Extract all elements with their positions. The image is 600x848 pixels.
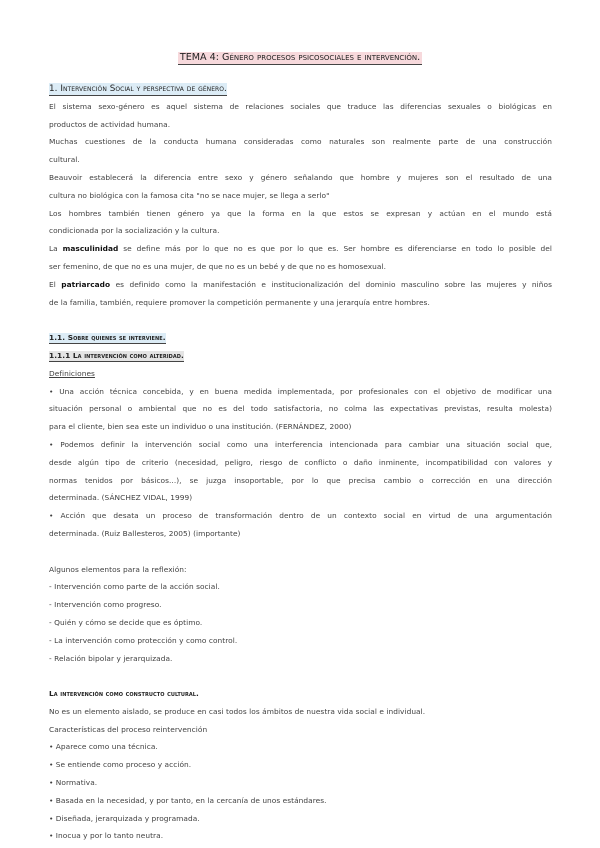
spacer — [49, 543, 552, 561]
section-1-1-heading: 1.1. Sobre quienes se interviene. — [49, 333, 166, 343]
paragraph-line: de la familia, también, requiere promover la competición permanente y una jerarquía entre hombres. — [49, 297, 430, 307]
patriarcado-pre: El — [49, 279, 62, 289]
masculinidad-keyword: masculinidad — [62, 244, 119, 254]
characteristics-label: Características del proceso reintervención — [49, 724, 208, 734]
section-1-heading-line — [49, 80, 552, 98]
paragraph-line: ser femenino, de que no es una mujer, de que no es un bebé y de que no es homosexual. — [49, 261, 386, 271]
list-item: • Normativa. — [49, 778, 98, 788]
definition-line: determinada. (SÁNCHEZ VIDAL, 1999) — [49, 493, 193, 503]
masculinidad-line — [49, 240, 552, 258]
paragraph-line: cultura no biológica con la famosa cita "no se nace mujer, se llega a serlo" — [49, 190, 330, 200]
elements-intro: Algunos elementos para la reflexión: — [49, 564, 187, 574]
definition-line: • Una acción técnica concebida, y en buena medida implementada, por profesionales con el objetivo de modificar una — [49, 386, 552, 396]
definitions-label: Definiciones — [49, 368, 95, 378]
paragraph-line: productos de actividad humana. — [49, 119, 171, 129]
list-item: • Diseñada, jerarquizada y programada. — [49, 813, 200, 823]
patriarcado-keyword: patriarcado — [61, 279, 111, 289]
masculinidad-post: se define más por lo que no es que por lo que es. Ser hombre es diferenciarse en todo lo posible del — [118, 244, 552, 254]
patriarcado-line — [49, 276, 552, 294]
paragraph-line: El sistema sexo-género es aquel sistema de relaciones sociales que traduce las diferencias sexuales o biológicas en — [49, 101, 552, 111]
paragraph-line: Beauvoir establecerá la diferencia entre sexo y género señalando que hombre y mujeres son el resultado de una — [49, 172, 552, 182]
masculinidad-pre: La — [49, 244, 63, 254]
definition-line: • Podemos definir la intervención social como una interferencia intencionada para cambiar una situación social que, — [49, 439, 552, 449]
paragraph-line: No es un elemento aislado, se produce en casi todos los ámbitos de nuestra vida social e individual. — [49, 706, 426, 716]
list-item: - La intervención como protección y como control. — [49, 635, 238, 645]
paragraph-line: Muchas cuestiones de la conducta humana consideradas como naturales son realmente parte de una construcción — [49, 137, 552, 147]
definition-line: desde algún tipo de criterio (necesidad, peligro, riesgo de conflicto o daño inminente, incompatibilidad con valores y — [49, 457, 552, 467]
definitions-label-line — [49, 365, 552, 383]
list-item: • Se entiende como proceso y acción. — [49, 760, 192, 770]
definition-line: determinada. (Ruiz Ballesteros, 2005) (importante) — [49, 528, 241, 538]
list-item: - Intervención como progreso. — [49, 600, 162, 610]
definition-line: normas tenidos por básicos...), se juzga insoportable, por lo que precisa cambio o corrección en una dirección — [49, 475, 552, 485]
list-item: • Basada en la necesidad, y por tanto, en la cercanía de unos estándares. — [49, 795, 327, 805]
section-1-1-1-heading: 1.1.1 La intervención como alteridad. — [49, 350, 184, 360]
cultural-heading-line — [49, 685, 552, 703]
list-item: - Intervención como parte de la acción social. — [49, 582, 220, 592]
list-item: • Aparece como una técnica. — [49, 742, 158, 752]
section-1-1-heading-line — [49, 329, 552, 347]
paragraph-line: Los hombres también tienen género ya que la forma en la que estos se expresan y actúan en el mundo está — [49, 208, 552, 218]
definition-line: para el cliente, bien sea este un individuo o una institución. (FERNÁNDEZ, 2000) — [49, 422, 352, 432]
title-wrap — [0, 45, 600, 65]
cultural-heading: La intervención como constructo cultural. — [49, 689, 199, 699]
paragraph-line: cultural. — [49, 155, 80, 165]
document-body — [49, 80, 552, 845]
page-title: TEMA 4: Género procesos psicosociales e intervención. — [179, 52, 421, 63]
spacer — [49, 667, 552, 685]
spacer — [49, 311, 552, 329]
paragraph-line: condicionada por la socialización y la cultura. — [49, 226, 220, 236]
definition-line: situación personal o ambiental que no es del todo satisfactoria, no colma las expectativas previstas, resulta molesta) — [49, 404, 552, 414]
definition-line: • Acción que desata un proceso de transformación dentro de un contexto social en virtud de una argumentación — [49, 511, 552, 521]
list-item: - Relación bipolar y jerarquizada. — [49, 653, 173, 663]
patriarcado-post: es definido como la manifestación e institucionalización del dominio masculino sobre las mujeres y niños — [110, 279, 552, 289]
section-1-1-1-heading-line — [49, 347, 552, 365]
list-item: • Inocua y por lo tanto neutra. — [49, 831, 164, 841]
list-item: - Quién y cómo se decide que es óptimo. — [49, 617, 203, 627]
section-1-heading: 1. Intervención Social y perspectiva de género. — [49, 84, 227, 94]
